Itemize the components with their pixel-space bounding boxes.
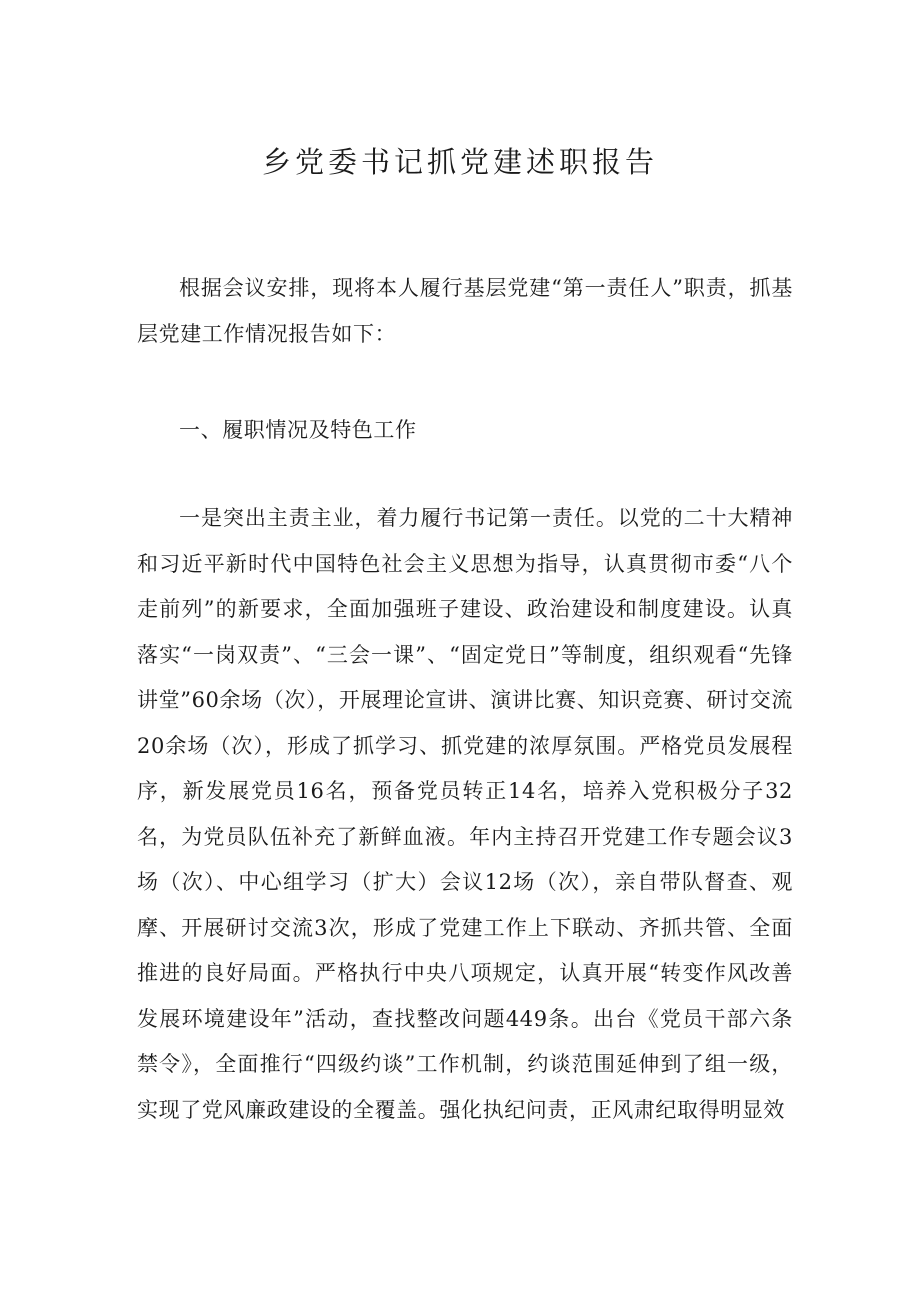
section-heading: 一、履职情况及特色工作 (179, 418, 417, 442)
document-title: 乡党委书记抓党建述职报告 (261, 145, 658, 179)
intro-paragraph: 根据会议安排，现将本人履行基层党建“第一责任人”职责，抓基层党建工作情况报告如下： (137, 276, 793, 346)
body-paragraph: 一是突出主责主业，着力履行书记第一责任。以党的二十大精神和习近平新时代中国特色社会主义思想为指导，认真贯彻市委“八个走前列”的新要求，全面加强班子建设、政治建设和制度建设。认真落实“一岗双责”、“三会一课”、“固定党日”等制度，组织观看“先锋讲堂”60余场（次），开展理论宣讲、演讲比赛、知识竞赛、研讨交流20余场（次），形成了抓学习、抓党建的浓厚氛围。严格党员发展程序，新发展党员16名，预备党员转正14名，培养入党积极分子32名，为党员队伍补充了新鲜血液。年内主持召开党建工作专题会议3场（次）、中心组学习（扩大）会议12场（次），亲自带队督查、观摩、开展研讨交流3次，形成了党建工作上下联动、齐抓共管、全面推进的良好局面。严格执行中央八项规定，认真开展“转变作风改善发展环境建设年”活动，查找整改问题449条。出台《党员干部六条禁令》，全面推行“四级约谈”工作机制，约谈范围延伸到了组一级，实现了党风廉政建设的全覆盖。强化执纪问责，正风肃纪取得明显效 (137, 506, 793, 1122)
